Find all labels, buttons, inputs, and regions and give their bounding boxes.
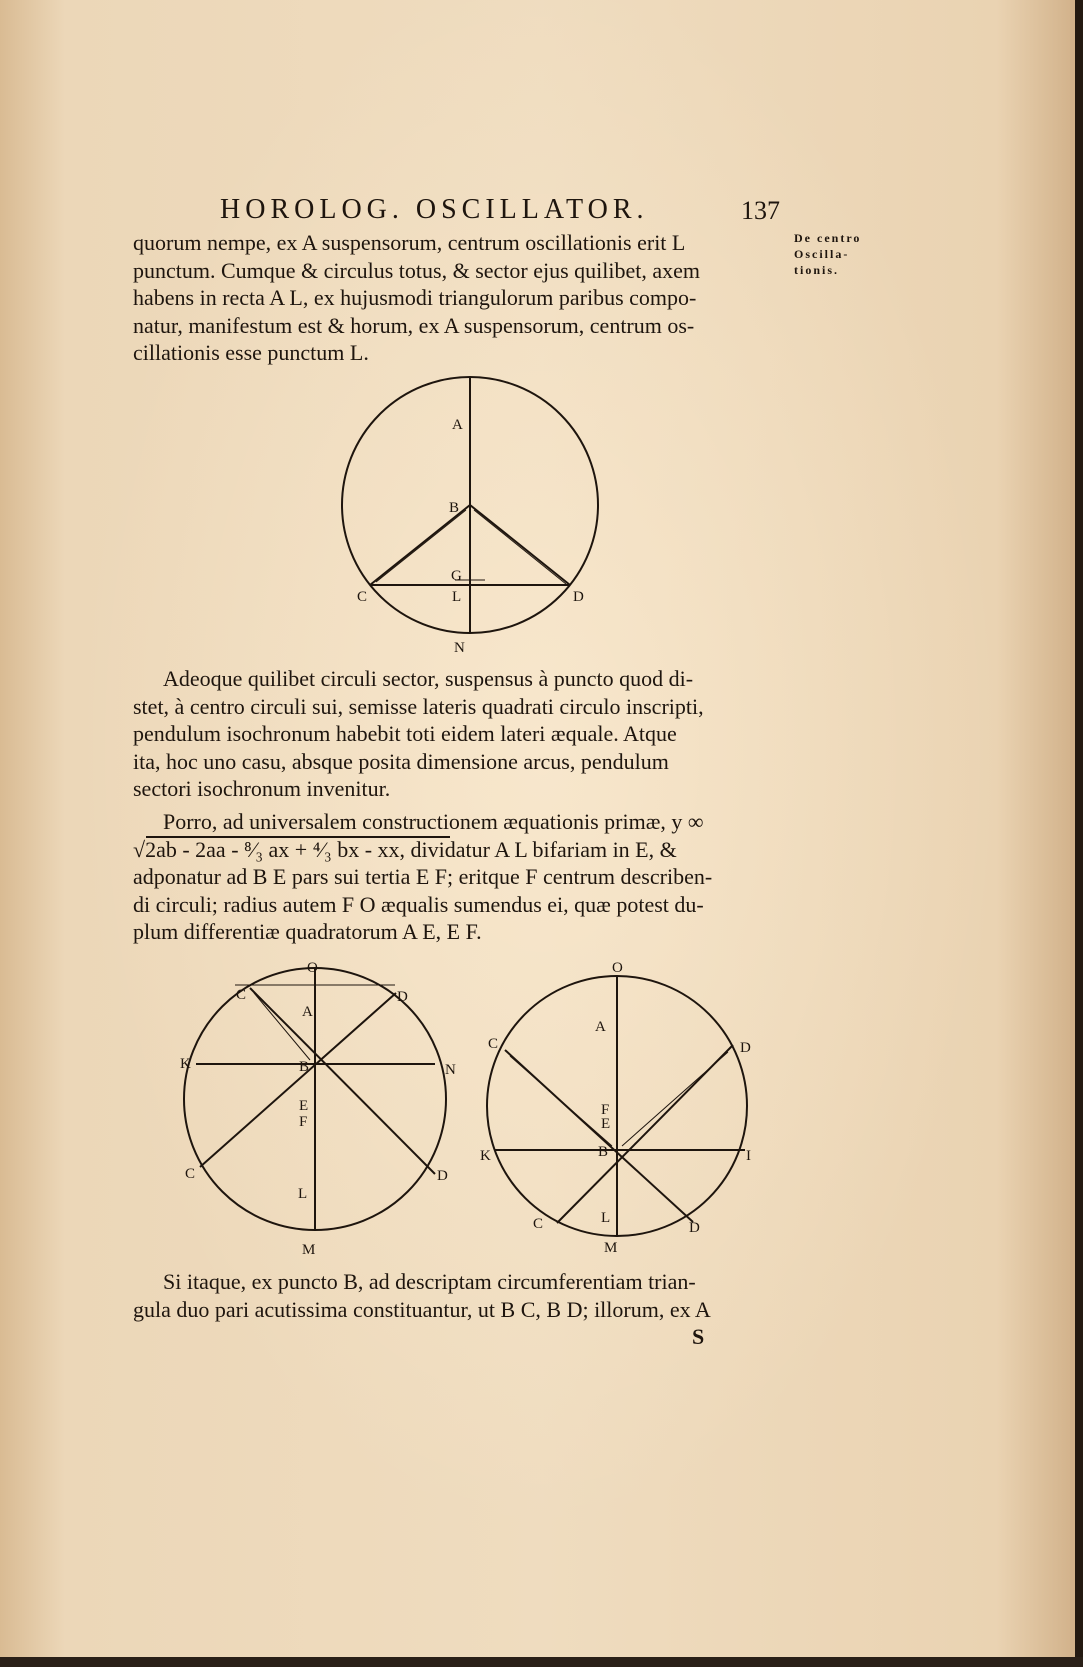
text-line: adponatur ad B E pars sui tertia E F; eritque F centrum describen- bbox=[133, 864, 713, 890]
margin-note-line: tionis. bbox=[794, 263, 840, 277]
line-d-c bbox=[557, 1045, 733, 1223]
margin-note-line: Oscilla- bbox=[794, 247, 850, 261]
label-a: A bbox=[595, 1019, 606, 1035]
label-f: F bbox=[601, 1102, 610, 1118]
label-n: N bbox=[445, 1062, 456, 1078]
running-title: HOROLOG. OSCILLATOR. bbox=[220, 194, 649, 225]
signature-mark: S bbox=[692, 1324, 705, 1349]
text-line: punctum. Cumque & circulus totus, & sector ejus quilibet, axem bbox=[133, 257, 701, 283]
label-f: F bbox=[299, 1114, 308, 1130]
label-c-lower: C bbox=[533, 1216, 544, 1232]
label-k: K bbox=[480, 1148, 491, 1164]
page-number: 137 bbox=[741, 196, 780, 225]
text-line: di circuli; radius autem F O æqualis sumendus ei, quæ potest du- bbox=[133, 891, 704, 917]
label-l: L bbox=[298, 1186, 308, 1202]
label-a: A bbox=[452, 417, 463, 433]
label-m: M bbox=[604, 1240, 618, 1256]
label-c: C bbox=[357, 589, 368, 605]
label-l: L bbox=[452, 589, 462, 605]
label-d-upper: D bbox=[397, 989, 408, 1005]
label-a: A bbox=[302, 1004, 313, 1020]
text-line: habens in recta A L, ex hujusmodi triangulorum paribus compo- bbox=[133, 285, 697, 311]
label-b: B bbox=[299, 1059, 310, 1075]
text-line: Adeoque quilibet circuli sector, suspensus à puncto quod di- bbox=[163, 666, 694, 691]
text-line: natur, manifestum est & horum, ex A suspensorum, centrum os- bbox=[133, 312, 695, 338]
formula-line: √2ab - 2aa - ⁸⁄₃ ax + ⁴⁄₃ bx - xx, dividatur A L bifariam in E, & bbox=[133, 836, 677, 862]
line-d-b-inner bbox=[622, 1052, 728, 1146]
label-o: O bbox=[307, 960, 318, 976]
label-m: M bbox=[302, 1242, 316, 1258]
label-n: N bbox=[454, 640, 465, 656]
text-line: plum differentiæ quadratorum A E, E F. bbox=[133, 919, 482, 945]
label-d-lower: D bbox=[437, 1168, 448, 1184]
text-line: cillationis esse punctum L. bbox=[133, 340, 369, 366]
label-c-upper: C bbox=[236, 987, 247, 1003]
text-line: Porro, ad universalem constructionem æquationis primæ, y ∞ bbox=[163, 809, 704, 834]
text-line: stet, à centro circuli sui, semisse lateris quadrati circulo inscripti, bbox=[133, 693, 704, 719]
text-line: gula duo pari acutissima constituantur, ut B C, B D; illorum, ex A bbox=[133, 1296, 711, 1322]
text-line: quorum nempe, ex A suspensorum, centrum oscillationis erit L bbox=[133, 230, 686, 255]
paragraph-4 bbox=[133, 1268, 783, 1323]
label-d-upper: D bbox=[740, 1040, 751, 1056]
label-e: E bbox=[299, 1098, 309, 1114]
label-c-lower: C bbox=[185, 1166, 196, 1182]
label-b: B bbox=[598, 1144, 609, 1160]
text-line: sectori isochronum invenitur. bbox=[133, 776, 391, 802]
label-e: E bbox=[601, 1116, 611, 1132]
label-o: O bbox=[612, 960, 623, 976]
text-line: pendulum isochronum habebit toti eidem lateri æquale. Atque bbox=[133, 721, 677, 747]
label-i: I bbox=[746, 1148, 751, 1164]
text-line: Si itaque, ex puncto B, ad descriptam circumferentiam trian- bbox=[163, 1269, 696, 1294]
label-k: K bbox=[180, 1056, 191, 1072]
label-d-lower: D bbox=[689, 1220, 700, 1236]
label-c-upper: C bbox=[488, 1036, 499, 1052]
line-c-d bbox=[505, 1050, 693, 1222]
margin-note-line: De centro bbox=[794, 231, 862, 245]
label-d: D bbox=[573, 589, 584, 605]
label-b: B bbox=[449, 500, 460, 516]
text-line: ita, hoc uno casu, absque posita dimensione arcus, pendulum bbox=[133, 748, 669, 774]
label-l: L bbox=[601, 1210, 611, 1226]
label-g: G bbox=[451, 568, 462, 584]
line-c-b-inner bbox=[510, 1056, 612, 1146]
